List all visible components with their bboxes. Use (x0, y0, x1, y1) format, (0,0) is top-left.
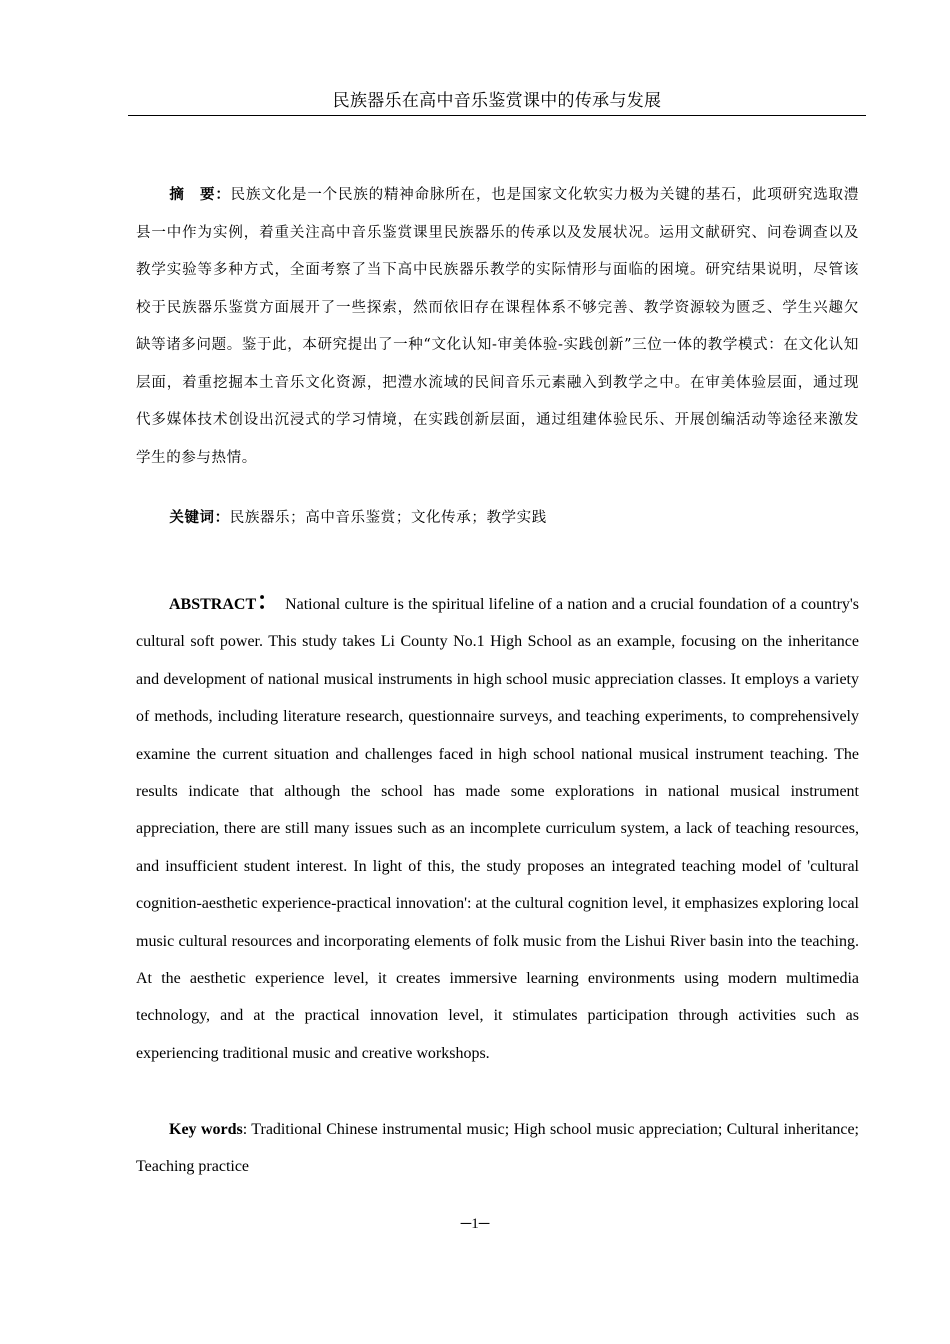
page-number: ─1─ (460, 1216, 490, 1232)
running-header-title: 民族器乐在高中音乐鉴赏课中的传承与发展 (332, 91, 662, 111)
english-keywords-text: : Traditional Chinese instrumental music; High school music appreciation; Cultural inheritance; Teaching practice (136, 1121, 860, 1176)
chinese-abstract-text: 民族文化是一个民族的精神命脉所在，也是国家文化软实力极为关键的基石，此项研究选取澧县一中作为实例，着重关注高中音乐鉴赏课里民族器乐的传承以及发展状况。运用文献研究、问卷调查以及教学实验等多种方式，全面考察了当下高中民族器乐教学的实际情形与面临的困境。研究结果说明，尽管该校于民族器乐鉴赏方面展开了一些探索，然而依旧存在课程体系不够完善、教学资源较为匮乏、学生兴趣欠缺等诸多问题。鉴于此，本研究提出了一种“文化认知-审美体验-实践创新”三位一体的教学模式：在文化认知层面，着重挖掘本土音乐文化资源，把澧水流域的民间音乐元素融入到教学之中。在审美体验层面，通过现代多媒体技术创设出沉浸式的学习情境，在实践创新层面，通过组建体验民乐、开展创编活动等途径来激发学生的参与热情。 (136, 187, 859, 466)
chinese-abstract-label: 摘 要： (169, 186, 231, 203)
chinese-abstract (136, 176, 859, 477)
chinese-keywords (136, 504, 859, 532)
chinese-keywords-label: 关键词： (169, 509, 230, 526)
english-abstract-text: National culture is the spiritual lifeline of a nation and a crucial foundation of a country's cultural soft power. This study takes Li County No.1 High School as an example, focusing on the inheritance and development of national musical instruments in high school music appreciation classes. It employs a variety of methods, including literature research, questionnaire surveys, and teaching experiments, to comprehensively examine the current situation and challenges faced in high school national musical instrument teaching. The results indicate that although the school has made some explorations in national musical instrument appreciation, there are still many issues such as an incomplete curriculum system, a lack of teaching resources, and insufficient student interest. In light of this, the study proposes an integrated teaching model of 'cultural cognition-aesthetic experience-practical innovation': at the cultural cognition level, it emphasizes exploring local music cultural resources and incorporating elements of folk music from the Lishui River basin into the teaching. At the aesthetic experience level, it creates immersive learning environments using modern multimedia technology, and at the practical innovation level, it stimulates participation through activities such as experiencing traditional music and creative workshops. (136, 596, 859, 1062)
chinese-keywords-text: 民族器乐；高中音乐鉴赏；文化传承；教学实践 (229, 510, 547, 526)
english-abstract-label: ABSTRACT (169, 596, 257, 613)
english-abstract-colon: ： (256, 589, 281, 615)
english-keywords (136, 1111, 859, 1186)
header-rule (128, 115, 866, 116)
english-keywords-label: Key words (169, 1121, 243, 1138)
english-abstract (136, 586, 859, 1072)
